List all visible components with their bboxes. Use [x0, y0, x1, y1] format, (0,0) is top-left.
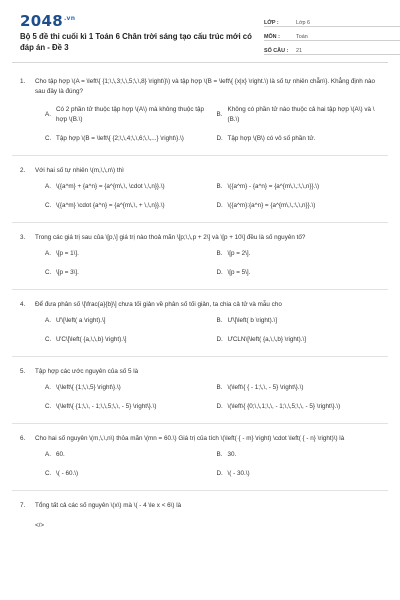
option-b[interactable]: [217, 383, 389, 393]
option-label: A.: [45, 317, 51, 324]
option-label: A.: [45, 111, 51, 118]
option-text: \( - 30.\): [227, 470, 250, 477]
option-label: C.: [45, 403, 52, 410]
option-text: ƯC\[\left( {a,\,\,b} \right).\]: [56, 336, 127, 343]
option-label: B.: [216, 183, 223, 190]
question-1: [12, 77, 388, 153]
question-stem: Tập hợp các ước nguyên của số 5 là: [35, 368, 139, 375]
question-divider: [12, 155, 388, 156]
option-label: A.: [45, 451, 51, 458]
exam-header: [12, 0, 388, 62]
option-text: Tập hợp \(B = \left\{ {2;\,\,4;\,\,6;\,\,...} \right\}.\): [56, 135, 184, 142]
option-label: D.: [216, 470, 223, 477]
option-c[interactable]: [45, 201, 217, 211]
question-4: [12, 300, 388, 354]
option-a[interactable]: [45, 182, 217, 192]
option-text: \({a^m} \cdot {a^n} = {a^{m\,\, + \,\,n}}.\): [56, 202, 165, 209]
meta-key: SỐ CÂU :: [264, 48, 289, 54]
question-number: 5.: [20, 368, 26, 375]
option-label: C.: [45, 470, 52, 477]
option-label: C.: [45, 269, 52, 276]
option-d[interactable]: [217, 335, 389, 345]
question-stem: Với hai số tự nhiên \(m,\,\,n\) thì: [35, 167, 124, 174]
question-number: 4.: [20, 301, 26, 308]
answer-options: [45, 450, 388, 488]
option-text: Ư\[\left( a \right).\]: [56, 317, 106, 324]
question-stem: Để đưa phân số \[\frac{a}{b}\] chưa tối giản về phân số tối giản, ta chia cả tử và mẫu cho: [35, 301, 282, 308]
option-label: D.: [216, 336, 223, 343]
option-label: C.: [45, 135, 52, 142]
meta-value: Lớp 6: [296, 20, 311, 26]
option-a[interactable]: [45, 383, 217, 393]
option-text: Tập hợp \(B\) có vô số phần tử.: [227, 135, 316, 142]
option-a[interactable]: [45, 105, 217, 125]
option-text: \({a^m}:{a^n} = {a^{m\,\,:\,\,n}}.\): [227, 202, 316, 209]
question-stem: Cho hai số nguyên \(m,\,\,n\) thỏa mãn \(mn = 60.\) Giá trị của tích \(\left( { - m} \right) \cdot \left( { - n} \right)\) là: [35, 435, 345, 442]
answer-options: [45, 182, 388, 220]
exam-meta: [264, 13, 400, 55]
answer-options: [45, 383, 388, 421]
header-divider: [12, 62, 388, 63]
question-divider: [12, 490, 388, 491]
meta-value: 21: [296, 48, 302, 54]
option-label: B.: [216, 250, 223, 257]
meta-row-subject: [264, 27, 400, 41]
question-number: 7.: [20, 502, 26, 509]
option-text: Không có phần tử nào thuộc cả hai tập hợp \(A\) và \(B.\): [227, 106, 375, 123]
option-b[interactable]: [217, 249, 389, 259]
exam-title: Bộ 5 đề thi cuối kì 1 Toán 6 Chân trời sáng tạo cấu trúc mới có đáp án - Đề 3: [20, 32, 252, 52]
option-c[interactable]: [45, 402, 217, 412]
option-text: \(\left\{ {1;\,\,5} \right\}.\): [56, 384, 121, 391]
option-text: \({a^m} - {a^n} = {a^{m\,\,:\,\,n}}.\): [227, 183, 320, 190]
trailing-text: </>: [35, 522, 45, 529]
question-number: 2.: [20, 167, 26, 174]
question-7: [12, 501, 388, 531]
site-logo[interactable]: [20, 12, 75, 30]
option-text: ƯCLN\[\left( {a,\,\,b} \right).\]: [227, 336, 307, 343]
option-label: C.: [45, 202, 52, 209]
question-number: 6.: [20, 435, 26, 442]
option-b[interactable]: [217, 316, 389, 326]
option-text: \[p = 3\].: [56, 269, 79, 276]
question-2: [12, 166, 388, 220]
option-label: A.: [45, 384, 51, 391]
option-label: D.: [216, 403, 223, 410]
option-text: \(\left\{ {1;\,\, - 1;\,\,5;\,\, - 5} \right\}.\): [56, 403, 157, 410]
option-d[interactable]: [217, 134, 389, 144]
option-text: 60.: [56, 451, 65, 458]
question-number: 3.: [20, 234, 26, 241]
option-a[interactable]: [45, 249, 217, 259]
option-text: \[p = 1\].: [56, 250, 79, 257]
option-text: \[p = 5\].: [227, 269, 251, 276]
meta-row-count: [264, 41, 400, 55]
meta-key: LỚP :: [264, 20, 279, 26]
option-text: Ư\[\left( b \right).\]: [227, 317, 277, 324]
meta-key: MÔN :: [264, 34, 280, 40]
question-divider: [12, 222, 388, 223]
option-a[interactable]: [45, 450, 217, 460]
option-c[interactable]: [45, 469, 217, 479]
option-text: \( - 60.\): [56, 470, 79, 477]
option-d[interactable]: [217, 268, 389, 278]
option-text: Có 2 phần tử thuộc tập hợp \(A\) mà không thuộc tập hợp \(B.\): [56, 106, 205, 123]
option-text: \(\left\{ {0;\,\,1;\,\, - 1;\,\,5;\,\, - 5} \right\}.\): [227, 403, 341, 410]
answer-options: [45, 316, 388, 354]
option-c[interactable]: [45, 335, 217, 345]
option-d[interactable]: [217, 402, 389, 412]
option-a[interactable]: [45, 316, 217, 326]
question-divider: [12, 289, 388, 290]
option-c[interactable]: [45, 134, 217, 144]
option-d[interactable]: [217, 469, 389, 479]
option-b[interactable]: [217, 105, 389, 125]
option-label: B.: [216, 317, 223, 324]
option-label: A.: [45, 250, 51, 257]
question-3: [12, 233, 388, 287]
question-stem: Tổng tất cả các số nguyên \(x\) mà \( - 4 \le x < 6\) là: [35, 502, 182, 509]
option-label: B.: [216, 111, 223, 118]
meta-row-class: [264, 13, 400, 27]
option-text: 30.: [227, 451, 237, 458]
question-5: [12, 367, 388, 421]
question-6: [12, 434, 388, 488]
question-stem: Cho tập hợp \(A = \left\{ {1;\,\,3;\,\,5;\,\,8} \right\}\) và tập hợp \(B = \left\{ {x|x} \right.\) là số tự nhiên chẵn\}. Khẳng định nào sau đây là đúng?: [35, 78, 376, 95]
option-text: \({a^m} + {a^n} = {a^{m\,\, \cdot \,\,n}}.\): [56, 183, 165, 190]
option-b[interactable]: [217, 182, 389, 192]
logo-text: 2048: [20, 12, 63, 30]
answer-options: [45, 105, 388, 153]
option-label: D.: [216, 202, 223, 209]
option-label: D.: [216, 135, 223, 142]
question-divider: [12, 356, 388, 357]
option-label: B.: [216, 451, 223, 458]
option-b[interactable]: [217, 450, 389, 460]
question-stem: Trong các giá trị sau của \[p,\] giá trị nào thoả mãn \[p;\,\,p + 2\] và \[p + 10\] đều là số nguyên tố?: [35, 234, 306, 241]
logo-suffix: .vn: [63, 15, 76, 22]
option-text: \(\left\{ { - 1;\,\, - 5} \right\}.\): [227, 384, 304, 391]
question-divider: [12, 423, 388, 424]
question-number: 1.: [20, 78, 26, 85]
option-label: B.: [216, 384, 223, 391]
option-label: A.: [45, 183, 51, 190]
option-c[interactable]: [45, 268, 217, 278]
option-d[interactable]: [217, 201, 389, 211]
option-label: C.: [45, 336, 52, 343]
meta-value: Toán: [296, 34, 308, 40]
option-text: \[p = 2\].: [227, 250, 251, 257]
answer-options: [45, 249, 388, 287]
option-label: D.: [216, 269, 223, 276]
